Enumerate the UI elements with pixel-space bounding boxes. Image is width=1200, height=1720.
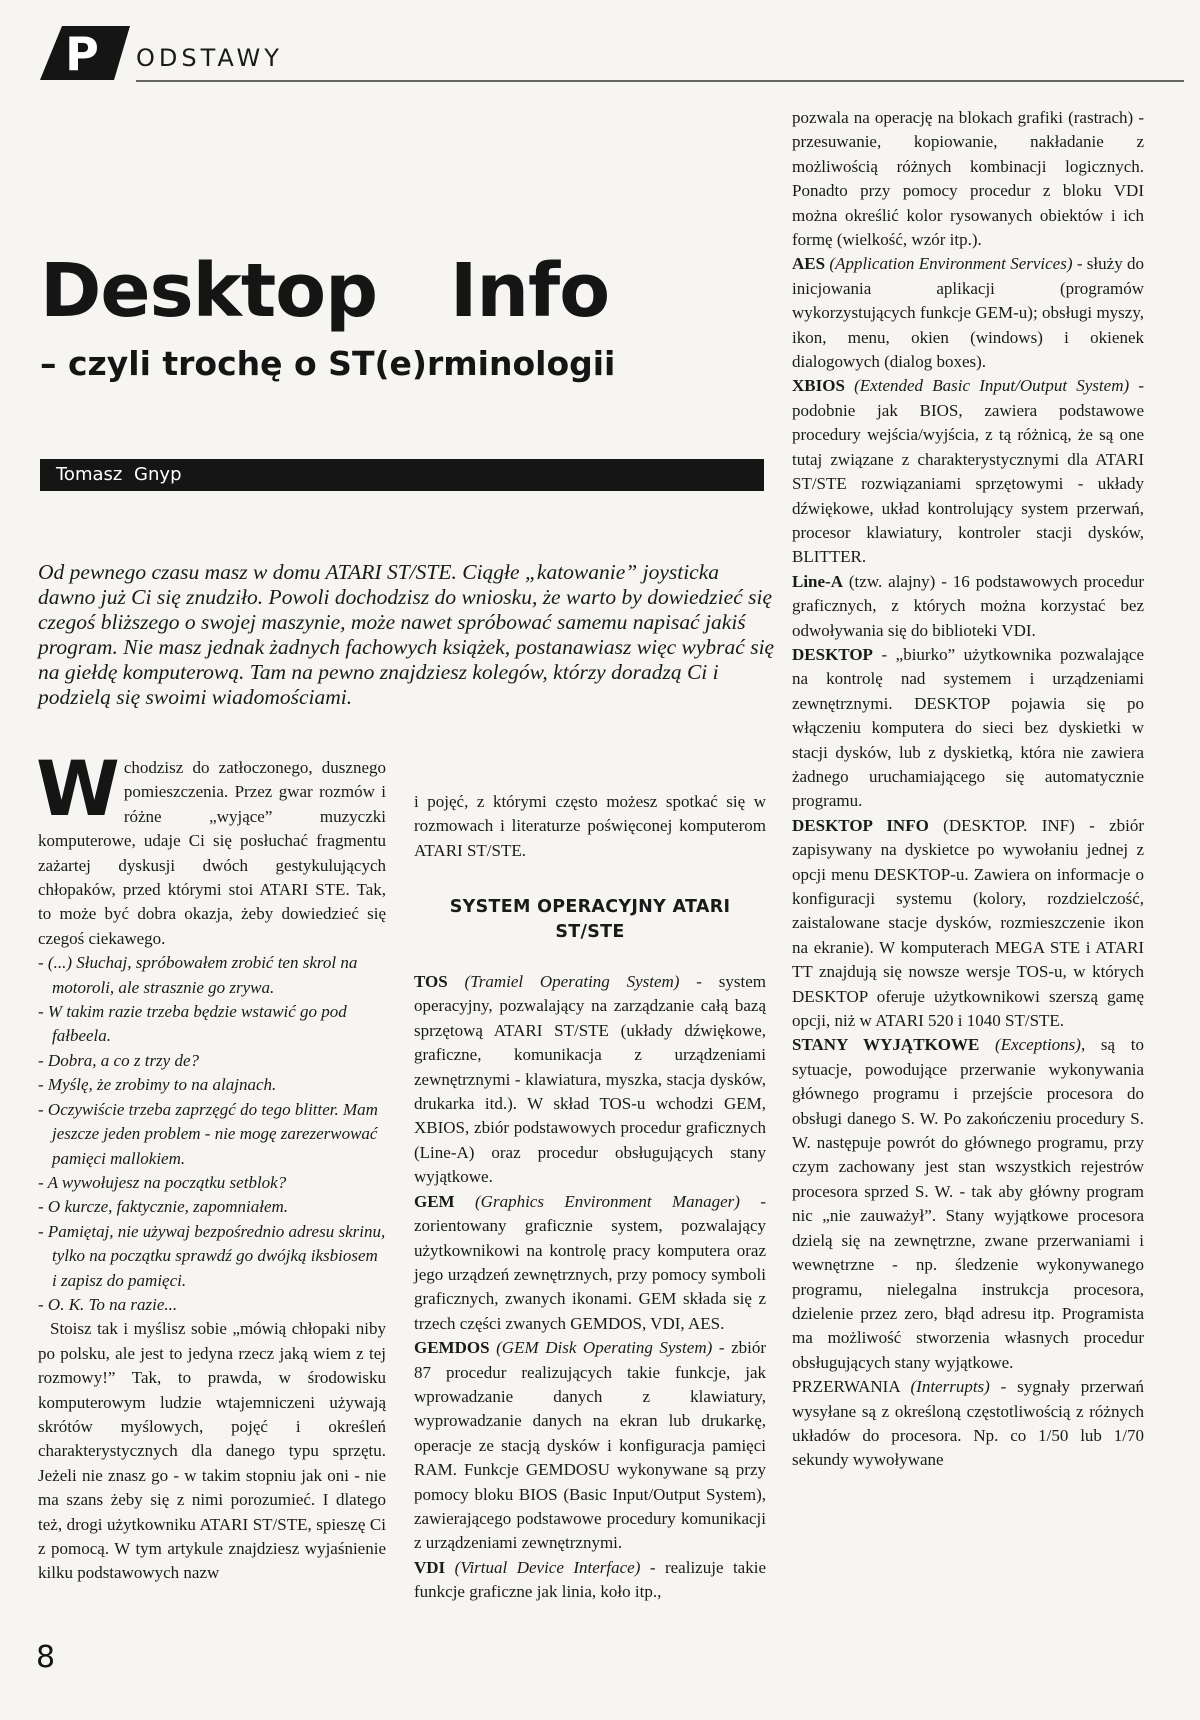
closing-paragraph: Stoisz tak i myślisz sobie „mówią chłopaki niby po polsku, ale jest to jedyna rzecz jaką wiem z tej rozmowy!” Tak, to prawda, w środowisku komputerowym ludzie wtajemniczeni używają skrótów myślowych, pojęć i określeń charakterystycznych dla danego typu sprzętu. Jeżeli nie znasz go - w takim stopniu jak oni - nie ma szans żeby się z nimi porozumieć. I dlatego też, drogi użytkowniku ATARI ST/STE, spieszę Ci z pomocą. W tym artykule znajdziesz wyjaśnienie kilku podstawowych nazw xyxy=(38,1319,386,1583)
column-2 xyxy=(414,790,766,1605)
glossary-entry-vdi xyxy=(414,1556,766,1605)
glossary-term: DESKTOP xyxy=(792,644,873,664)
glossary-term: AES xyxy=(792,254,826,274)
author-name: Tomasz Gnyp xyxy=(56,464,182,485)
dialog-line: - Dobra, a co z trzy de? xyxy=(38,1050,200,1070)
glossary-entry-tos xyxy=(414,970,766,1190)
glossary-term: GEM xyxy=(414,1191,455,1211)
dialog-line: - A wywołujesz na początku setblok? xyxy=(38,1172,287,1192)
glossary-entry-interrupts xyxy=(792,1375,1144,1473)
column-3 xyxy=(792,106,1144,1473)
dialog-line: - Pamiętaj, nie używaj bezpośrednio adresu skrinu, tylko na początku sprawdź go dwójką iksbiosem i zapisz do pamięci. xyxy=(38,1221,386,1290)
glossary-definition: - „biurko” użytkownika pozwalające na kontrolę nad systemem i urządzeniami zewnętrznymi. DESKTOP pojawia się po włączeniu komputera do sieci bez dyskietki w stacji dysków, lub z dyskietką, która nie zawiera żadnego uruchamiającego się automatycznie programu. xyxy=(792,644,1144,811)
glossary-definition: - realizuje takie funkcje graficzne jak linia, koło itp., xyxy=(414,1557,766,1602)
glossary-definition: (tzw. alajny) - 16 podstawowych procedur graficznych, z których można korzystać bez odwoływania się do biblioteki VDI. xyxy=(792,571,1144,640)
glossary-definition: - zbiór 87 procedur realizujących takie funkcje, jak wprowadzanie danych z klawiatury, wyprowadzanie danych na ekran lub drukarkę, operacje ze stacją dysków i konfiguracja pamięci RAM. Funkcje GEMDOSU wykonywane są przy pomocy bloku BIOS (Basic Input/Output System), zawierającego podstawowe procedury komunikacji z urządzeniami zewnętrznymi. xyxy=(414,1338,767,1553)
page-number: 8 xyxy=(36,1640,56,1675)
dialog-line: - W takim razie trzeba będzie wstawić go pod fałbeela. xyxy=(38,1002,347,1046)
glossary-entry-xbios xyxy=(792,374,1144,569)
glossary-definition: (DESKTOP. INF) - zbiór zapisywany na dyskietce po wywołaniu jednej z opcji menu DESKTOP-u. Zawiera on informacje o konfiguracji systemu (kolory, rozdzielczość, zaistalowane stacje dysków, rozmieszczenie ikon na ekranie). W komputerach MEGA STE i ATARI TT znajdują się nowsze wersje TOS-u, w których DESKTOP oferuje użytkownikowi szerszą gamę opcji, niż w ATARI 520 i 1040 ST/STE. xyxy=(792,815,1145,1031)
glossary-entry-desktop xyxy=(792,643,1144,814)
continuation-paragraph: i pojęć, z którymi często możesz spotkać się w rozmowach i literaturze poświęconej komputerom ATARI ST/STE. xyxy=(414,792,766,860)
glossary-entry-line-a xyxy=(792,570,1144,643)
glossary-term: GEMDOS xyxy=(414,1338,490,1358)
glossary-expansion: (GEM Disk Operating System) xyxy=(496,1338,713,1358)
section-name: ODSTAWY xyxy=(136,44,283,72)
glossary-expansion: (Interrupts) xyxy=(910,1377,990,1397)
glossary-expansion: (Application Environment Services) xyxy=(829,254,1073,274)
dialog-line: - O. K. To na razie... xyxy=(38,1294,178,1314)
section-header xyxy=(40,26,1144,88)
glossary-term: STANY WYJĄTKOWE xyxy=(792,1035,980,1055)
glossary-term: PRZERWANIA xyxy=(792,1377,900,1397)
glossary-term: TOS xyxy=(414,972,448,992)
intro-paragraph xyxy=(36,744,386,951)
glossary-entry-desktop-info xyxy=(792,814,1144,1034)
glossary-term: VDI xyxy=(414,1557,446,1577)
glossary-entry-exceptions xyxy=(792,1033,1144,1375)
section-logo-icon xyxy=(40,26,130,80)
continuation-paragraph: pozwala na operację na blokach grafiki (rastrach) - przesuwanie, kopiowanie, nakładanie z możliwością różnych kombinacji logicznych. Ponadto przy pomocy procedur z bloku VDI można określić kolor rysowanych obiektów i ich formę (wielkość, wzór itp.). xyxy=(792,108,1144,250)
glossary-definition: , są to sytuacje, powodujące przerwanie wykonywania głównego programu i przejście procesora do obsługi danego S. W. Po zakończeniu procedury S. W. następuje powrót do głównego programu, przy czym zachowany jest stan wszystkich rejestrów procesora sprzed S. W. - tak aby główny program nic „nie zauważył”. Stany wyjątkowe procesora dzielą się na zewnętrzne, zwane przerwaniami i wewnętrzne - np. śledzenie wykonywanego programu, nielegalna instrukcja procesora, dzielenie przez zero, błąd adresu itp. Programista ma możliwość stworzenia własnych procedur obsługujących stany wyjątkowe. xyxy=(792,1035,1145,1372)
glossary-definition: - zorientowany graficznie system, pozwalający użytkownikowi na kontrolę pracy komputera oraz jego urządzeń zewnętrznych, przy pomocy symboli graficznych, zwanych ikonami. GEM składa się z trzech części zwanych GEMDOS, VDI, AES. xyxy=(414,1191,767,1333)
header-divider xyxy=(136,80,1184,82)
logo-letter: P xyxy=(65,27,99,80)
glossary-term: DESKTOP INFO xyxy=(792,815,929,835)
column-1 xyxy=(36,744,386,1586)
article-subtitle: – czyli trochę o ST(e)rminologii xyxy=(40,344,616,383)
glossary-expansion: (Tramiel Operating System) xyxy=(464,972,680,992)
glossary-definition: - służy do inicjowania aplikacji (programów wykorzystujących funkcje GEM-u); obsługi myszy, ikon, menu, okien (windows) i okienek dialogowych (dialog boxes). xyxy=(792,254,1145,372)
dialog-line: - Oczywiście trzeba zaprzęgć do tego blitter. Mam jeszcze jeden problem - nie mogę zarezerwować pamięci mallokiem. xyxy=(38,1099,378,1168)
glossary-expansion: (Extended Basic Input/Output System) xyxy=(854,376,1130,396)
glossary-definition: - system operacyjny, pozwalający na zarządzanie całą bazą sprzętową ATARI ST/STE (układy dźwiękowe, graficzne, komunikacja z urządzeniami zewnętrznymi - klawiatura, myszka, stacja dysków, drukarka itd.). W skład TOS-u wchodzi GEM, XBIOS, zbiór podstawowych procedur graficznych (Line-A) oraz procedur obsługujących stany wyjątkowe. xyxy=(414,972,766,1187)
glossary-term: Line-A xyxy=(792,571,843,591)
dialog-line: - Myślę, że zrobimy to na alajnach. xyxy=(38,1075,277,1095)
glossary-definition: - podobnie jak BIOS, zawiera podstawowe procedury wejścia/wyjścia, z tą różnicą, że są one tutaj związane z charakterystycznymi dla ATARI ST/STE rozwiązaniami sprzętowymi - układy dźwiękowe, układ kontrolujący system przerwań, procesor klawiatury, kontroler stacji dysków, BLITTER. xyxy=(792,376,1145,567)
dialog-list xyxy=(38,951,386,1317)
glossary-term: XBIOS xyxy=(792,376,845,396)
glossary-expansion: (Virtual Device Interface) xyxy=(454,1557,641,1577)
section-heading: SYSTEM OPERACYJNY ATARI ST/STE xyxy=(449,897,731,942)
intro-text: chodzisz do zatłoczonego, dusznego pomieszczenia. Przez gwar rozmów i różne „wyjące” muzyczki komputerowe, udaje Ci się posłuchać fragmentu zażartej dyskusji dwóch gestykulujących chłopaków, przed którymi stoi ATARI STE. Tak, to może być dobra okazja, żeby dowiedzieć się czegoś ciekawego. xyxy=(38,758,386,948)
dialog-line: - (...) Słuchaj, spróbowałem zrobić ten skrol na motoroli, ale strasznie go zrywa. xyxy=(38,953,358,997)
drop-cap: W xyxy=(36,744,120,833)
glossary-expansion: (Graphics Environment Manager) xyxy=(475,1191,740,1211)
dialog-line: - O kurcze, faktycznie, zapomniałem. xyxy=(38,1197,289,1217)
author-bar xyxy=(40,459,764,491)
glossary-entry-aes xyxy=(792,252,1144,374)
glossary-entry-gem xyxy=(414,1190,766,1336)
glossary-expansion: (Exceptions) xyxy=(995,1035,1081,1055)
glossary-entry-gemdos xyxy=(414,1336,766,1556)
glossary-definition: - sygnały przerwań wysyłane są z określoną częstotliwością z różnych układów do procesora. Np. co 1/50 lub 1/70 sekundy wywoływane xyxy=(792,1377,1145,1470)
article-lead: Od pewnego czasu masz w domu ATARI ST/STE. Ciągłe „katowanie” joysticka dawno już Ci się znudziło. Powoli dochodzisz do wniosku, że warto by dowiedzieć się czegoś bliższego o swojej maszynie, może nawet spróbować samemu napisać jakiś program. Nie masz jednak żadnych fachowych książek, postanawiasz więc wybrać się na giełdę komputerową. Tam na pewno znajdziesz kolegów, którzy doradzą Ci i podzielą się swoimi wiadomościami. xyxy=(38,560,775,709)
article-title: Desktop Info xyxy=(40,248,610,334)
